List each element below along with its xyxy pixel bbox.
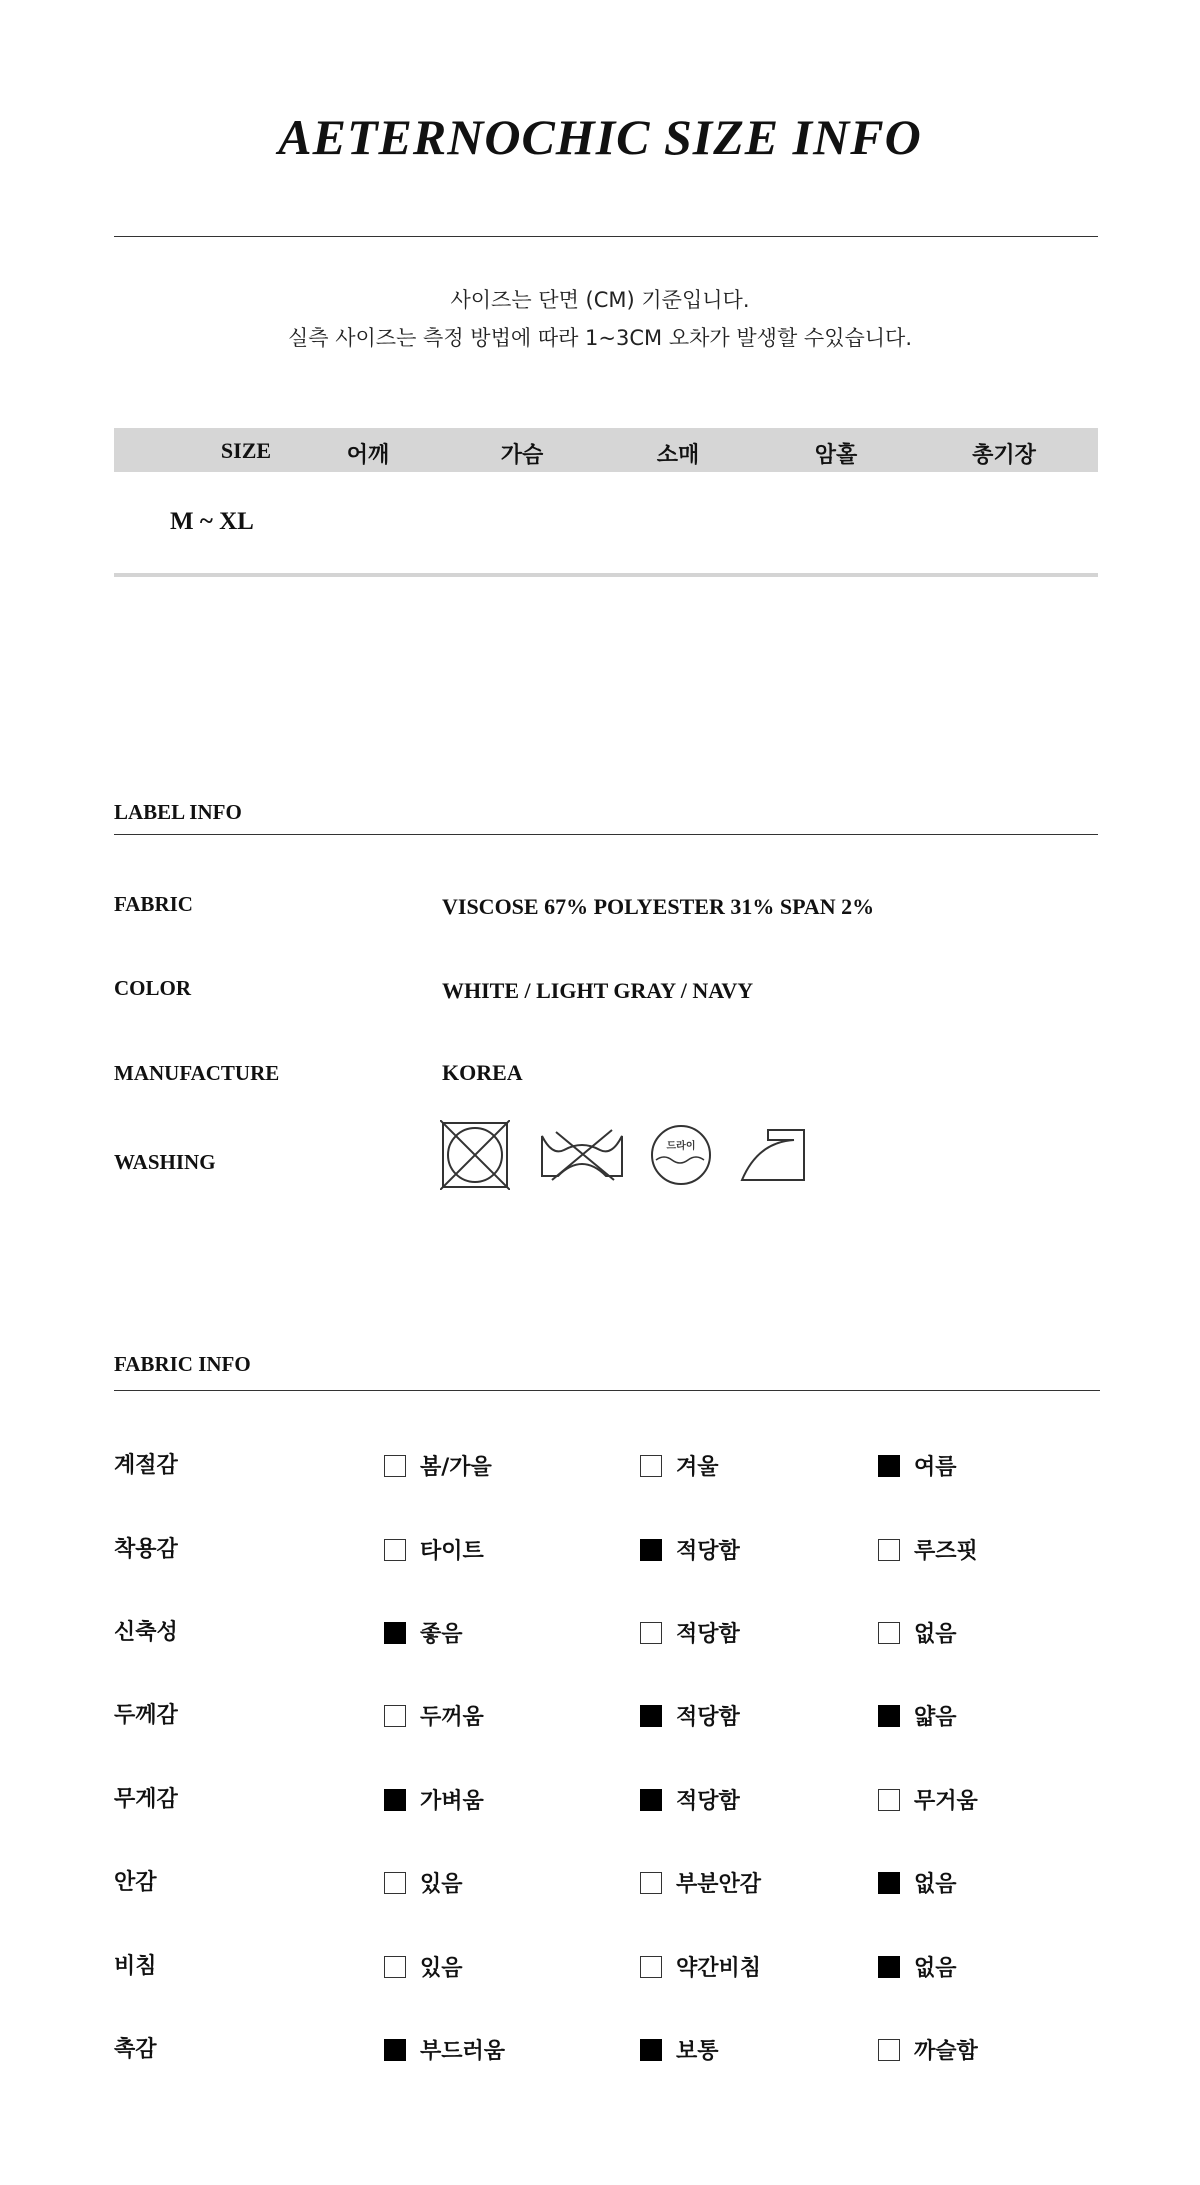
manufacture-value: KOREA [442, 1060, 523, 1085]
fabric-attr-label: 무게감 [114, 1787, 178, 1812]
checked-checkbox[interactable] [640, 2039, 662, 2061]
fabric-option-label: 적당함 [676, 1622, 740, 1647]
checked-checkbox[interactable] [878, 1455, 900, 1477]
fabric-attr-label: 안감 [114, 1870, 157, 1895]
checked-checkbox[interactable] [640, 1539, 662, 1561]
fabric-option[interactable] [878, 2034, 978, 2065]
fabric-option[interactable] [640, 1700, 740, 1731]
fabric-option[interactable] [384, 2034, 505, 2065]
fabric-option-label: 무거움 [914, 1789, 978, 1814]
fabric-attr-label: 비침 [114, 1954, 157, 1979]
no-hand-wash-icon [538, 1120, 626, 1190]
fabric-option[interactable] [640, 1784, 740, 1815]
fabric-info-divider [114, 1390, 1100, 1391]
checked-checkbox[interactable] [878, 1872, 900, 1894]
no-tumble-dry-icon [440, 1120, 510, 1190]
fabric-option[interactable] [640, 1534, 740, 1565]
fabric-option-label: 있음 [420, 1956, 463, 1981]
fabric-option-label: 보통 [676, 2039, 719, 2064]
fabric-option-label: 좋음 [420, 1622, 463, 1647]
fabric-option[interactable] [878, 1534, 978, 1565]
fabric-info-title: FABRIC INFO [114, 1352, 251, 1376]
fabric-option-label: 타이트 [420, 1539, 484, 1564]
fabric-option-label: 두꺼움 [420, 1705, 484, 1730]
fabric-option[interactable] [878, 1867, 957, 1898]
fabric-option-label: 적당함 [676, 1539, 740, 1564]
fabric-option-label: 까슬함 [914, 2039, 978, 2064]
fabric-option[interactable] [640, 2034, 719, 2065]
size-table-bottom-border [114, 573, 1098, 577]
fabric-option-label: 얇음 [914, 1705, 957, 1730]
fabric-option[interactable] [878, 1951, 957, 1982]
checked-checkbox[interactable] [878, 1956, 900, 1978]
fabric-attr-label: 촉감 [114, 2037, 157, 2062]
label-info-title: LABEL INFO [114, 800, 242, 824]
fabric-option[interactable] [640, 1617, 740, 1648]
fabric-option[interactable] [640, 1450, 719, 1481]
unchecked-checkbox[interactable] [640, 1956, 662, 1978]
title-divider [114, 236, 1098, 237]
col-sleeve: 소매 [656, 443, 700, 468]
unchecked-checkbox[interactable] [878, 1789, 900, 1811]
washing-key: WASHING [114, 1150, 216, 1174]
unchecked-checkbox[interactable] [878, 2039, 900, 2061]
unchecked-checkbox[interactable] [384, 1539, 406, 1561]
iron-icon [738, 1120, 810, 1190]
fabric-attr-label: 착용감 [114, 1537, 178, 1562]
fabric-option[interactable] [384, 1951, 463, 1982]
fabric-key: FABRIC [114, 892, 193, 916]
unchecked-checkbox[interactable] [384, 1956, 406, 1978]
fabric-option[interactable] [384, 1700, 484, 1731]
fabric-option-label: 겨울 [676, 1455, 719, 1480]
fabric-option-label: 약간비침 [676, 1956, 762, 1981]
fabric-option[interactable] [878, 1700, 957, 1731]
checked-checkbox[interactable] [878, 1705, 900, 1727]
unchecked-checkbox[interactable] [384, 1872, 406, 1894]
label-info-divider [114, 834, 1098, 835]
unchecked-checkbox[interactable] [640, 1455, 662, 1477]
dry-clean-label: 드라이 [666, 1141, 696, 1152]
fabric-option-label: 적당함 [676, 1705, 740, 1730]
col-length: 총기장 [972, 443, 1036, 468]
fabric-option[interactable] [640, 1867, 761, 1898]
fabric-option-label: 여름 [914, 1455, 957, 1480]
checked-checkbox[interactable] [384, 1622, 406, 1644]
unchecked-checkbox[interactable] [640, 1872, 662, 1894]
size-row-value: M ~ XL [170, 508, 254, 535]
size-notice-line2: 실측 사이즈는 측정 방법에 따라 1~3CM 오차가 발생할 수있습니다. [287, 326, 913, 350]
dry-clean-icon [648, 1120, 714, 1190]
fabric-option-label: 루즈핏 [914, 1539, 978, 1564]
checked-checkbox[interactable] [640, 1705, 662, 1727]
col-shoulder: 어깨 [346, 443, 390, 468]
unchecked-checkbox[interactable] [878, 1539, 900, 1561]
fabric-attr-label: 두께감 [114, 1703, 178, 1728]
fabric-option-label: 부드러움 [420, 2039, 506, 2064]
checked-checkbox[interactable] [384, 2039, 406, 2061]
fabric-option[interactable] [384, 1617, 463, 1648]
fabric-attr-label: 신축성 [114, 1620, 178, 1645]
color-value: WHITE / LIGHT GRAY / NAVY [442, 978, 754, 1003]
fabric-option-label: 없음 [914, 1956, 957, 1981]
fabric-option-label: 적당함 [676, 1789, 740, 1814]
fabric-option-label: 가벼움 [420, 1789, 484, 1814]
fabric-option[interactable] [384, 1867, 463, 1898]
fabric-option[interactable] [384, 1784, 484, 1815]
unchecked-checkbox[interactable] [384, 1455, 406, 1477]
size-table-header [114, 428, 1098, 472]
col-armhole: 암홀 [814, 443, 858, 468]
fabric-option-label: 부분안감 [676, 1872, 762, 1897]
fabric-value: VISCOSE 67% POLYESTER 31% SPAN 2% [442, 894, 875, 919]
fabric-option[interactable] [878, 1450, 957, 1481]
col-chest: 가슴 [500, 443, 544, 468]
fabric-option-label: 있음 [420, 1872, 463, 1897]
col-size: SIZE [220, 438, 272, 463]
unchecked-checkbox[interactable] [878, 1622, 900, 1644]
fabric-option[interactable] [878, 1617, 957, 1648]
fabric-option-label: 없음 [914, 1872, 957, 1897]
fabric-option[interactable] [640, 1951, 761, 1982]
fabric-option[interactable] [878, 1784, 978, 1815]
fabric-option[interactable] [384, 1450, 492, 1481]
fabric-option-label: 없음 [914, 1622, 957, 1647]
size-notice-line1: 사이즈는 단면 (CM) 기준입니다. [450, 288, 750, 312]
checked-checkbox[interactable] [640, 1789, 662, 1811]
fabric-option[interactable] [384, 1534, 484, 1565]
unchecked-checkbox[interactable] [640, 1622, 662, 1644]
fabric-attr-label: 계절감 [114, 1453, 178, 1478]
color-key: COLOR [114, 976, 192, 1000]
checked-checkbox[interactable] [384, 1789, 406, 1811]
fabric-option-label: 봄/가을 [420, 1455, 492, 1480]
page-title: AETERNOCHIC SIZE INFO [278, 109, 922, 165]
manufacture-key: MANUFACTURE [114, 1061, 280, 1085]
unchecked-checkbox[interactable] [384, 1705, 406, 1727]
